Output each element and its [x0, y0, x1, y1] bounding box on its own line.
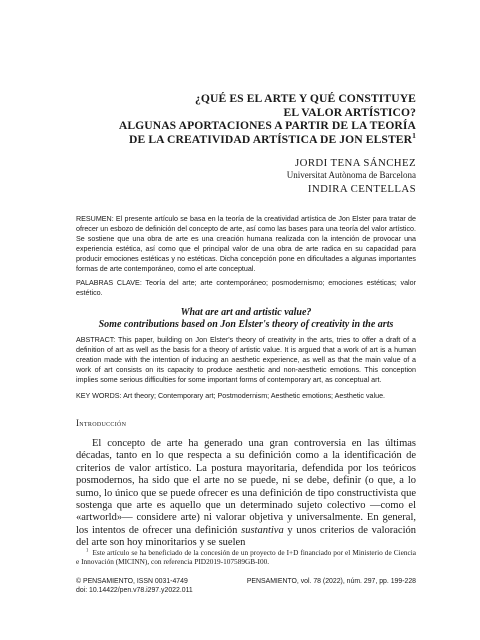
body-text-part-1: El concepto de arte ha generado una gran controversia en las últimas décadas, tanto en lo que respecta a su definición como a la identificación de criterios de valor artístico. La postura mayoritaria, defendida por los teóricos posmodernos, ha sido que el arte no se puede, ni se debe, definir (o que, a lo sumo, lo único que se puede ofrecer es una definición de tipo constructivista que sostenga que arte es aquello que un determinado sujeto colectivo —como el «artworld»— considere arte) ni valorar objetiva y universalmente. En general, los intentos de ofrecer una definición [76, 438, 416, 536]
body-paragraph [76, 438, 416, 550]
section-heading-introduccion: Introducción [76, 418, 127, 428]
footnote-text: Este artículo se ha beneficiado de la concesión de un proyecto de I+D financiado por el Ministerio de Ciencia e Innovación (MICINN), con referencia PID2019-107589GB-I00. [76, 548, 416, 566]
english-title-line-1: What are art and artistic value? [180, 307, 312, 318]
title-line-4 [119, 130, 416, 147]
abstract-block [76, 336, 416, 386]
resumen-block [76, 215, 416, 274]
palabras-clave-block [76, 279, 416, 299]
title-footnote-mark[interactable]: 1 [412, 130, 416, 140]
author-affiliation-1: Universitat Autònoma de Barcelona [286, 170, 416, 180]
footnote-mark: 1 [86, 548, 89, 554]
footnote [76, 548, 416, 566]
resumen-text: RESUMEN: El presente artículo se basa en la teoría de la creatividad artística de Jon Elster para tratar de ofrecer un esbozo de definición del concepto de arte, así como las bases para una teoría del valor artístico. Se sostiene que una obra de arte es una creación humana realizada con la intención de provocar una experiencia estética, así como que el principal valor de una obra de arte radica en su capacidad para producir emociones estéticas y no estéticas. Dicha concepción pone en dificultades a algunas importantes formas de arte contemporáneo, como el arte conceptual. [76, 215, 416, 273]
body-text-italic: sustantiva [241, 524, 284, 536]
footer-left [76, 578, 193, 595]
title-line-1: ¿QUÉ ES EL ARTE Y QUÉ CONSTITUYE [195, 92, 416, 105]
title-line-3: ALGUNAS APORTACIONES A PARTIR DE LA TEORÍA [118, 119, 416, 133]
title-line-4-text: DE LA CREATIVIDAD ARTÍSTICA DE JON ELSTER [129, 132, 413, 146]
palabras-clave-text: PALABRAS CLAVE: Teoría del arte; arte contemporáneo; posmodernismo; emociones estéticas; valor estético. [76, 279, 416, 297]
article-title [119, 92, 416, 146]
footer-doi[interactable]: doi: 10.14422/pen.v78.i297.y2022.011 [76, 586, 193, 594]
author-name-2: INDIRA CENTELLAS [307, 183, 416, 195]
footer-issn: © PENSAMIENTO, ISSN 0031-4749 [76, 578, 188, 585]
keywords-text: KEY WORDS: Art theory; Contemporary art; Postmodernism; Aesthetic emotions; Aesthetic value. [76, 392, 386, 400]
english-title [76, 307, 416, 331]
keywords-block [76, 392, 416, 402]
author-name-1: JORDI TENA SÁNCHEZ [295, 157, 416, 169]
english-title-line-2: Some contributions based on Jon Elster's theory of creativity in the arts [98, 319, 394, 330]
abstract-text: ABSTRACT: This paper, building on Jon Elster's theory of creativity in the arts, tries to offer a draft of a definition of art as well as the basis for a theory of artistic value. It is argued that a work of art is a human creation made with the intention of inducing an aesthetic experience, as well as that the main value of a work of art consists on its capacity to produce aesthetic and non-aesthetic emotions. This conception implies some serious difficulties for some important forms of contemporary art, as conceptual art. [76, 336, 416, 384]
body-text-part-2: y unos criterios de valoración del arte son hoy minoritarios y se suelen [76, 524, 416, 549]
title-line-2: EL VALOR ARTÍSTICO? [283, 105, 416, 119]
footer-journal-info: PENSAMIENTO, vol. 78 (2022), núm. 297, pp. 199-228 [246, 578, 416, 585]
